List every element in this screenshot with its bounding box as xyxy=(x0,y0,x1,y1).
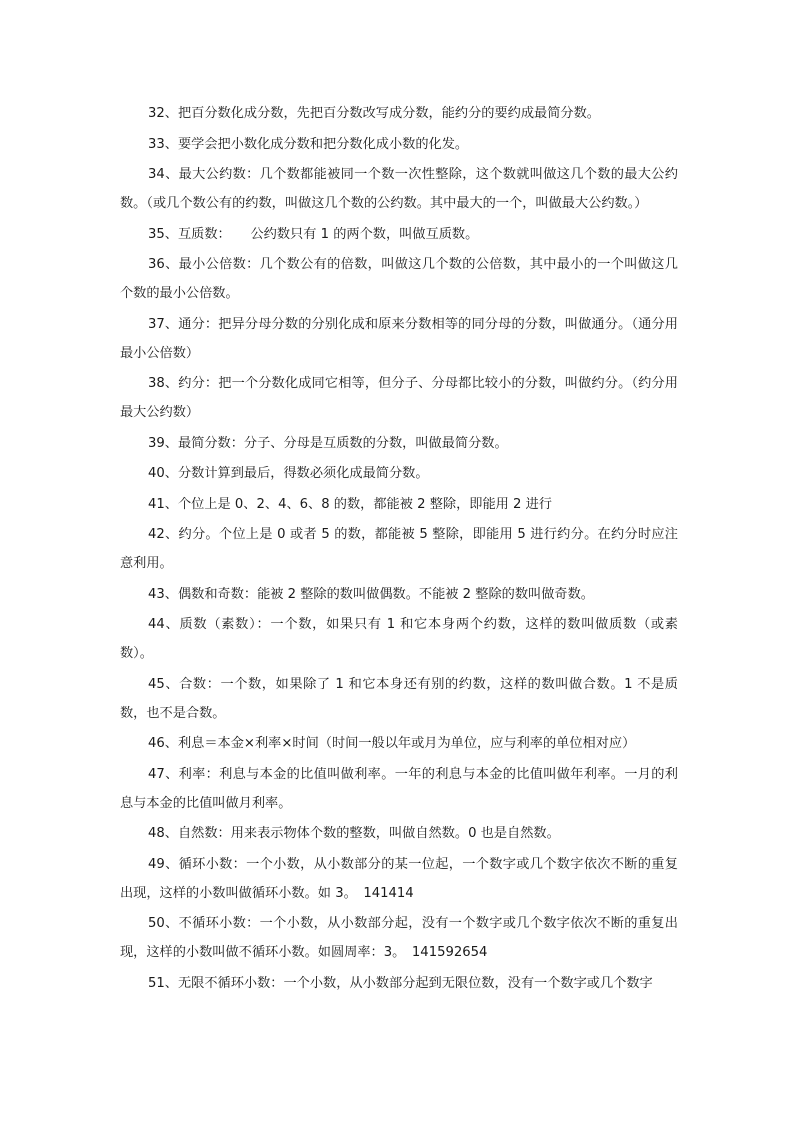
paragraph-35: 35、互质数： 公约数只有 1 的两个数，叫做互质数。 xyxy=(148,226,479,242)
paragraph-45: 45、合数：一个数，如果除了 1 和它本身还有别的约数，这样的数叫做合数。1 不是质数，也不是合数。 xyxy=(120,676,678,721)
paragraph-37: 37、通分：把异分母分数的分别化成和原来分数相等的同分母的分数，叫做通分。（通分用最小公倍数） xyxy=(120,316,678,361)
paragraph-44: 44、质数（素数）：一个数，如果只有 1 和它本身两个约数，这样的数叫做质数（或素数）。 xyxy=(120,617,678,661)
paragraph-48: 48、自然数：用来表示物体个数的整数，叫做自然数。0 也是自然数。 xyxy=(148,826,560,841)
paragraph-50: 50、不循环小数：一个小数，从小数部分起，没有一个数字或几个数字依次不断的重复出现，这样的小数叫做不循环小数。如圆周率：3。 141592654 xyxy=(120,916,678,960)
paragraph-34: 34、最大公约数：几个数都能被同一个数一次性整除，这个数就叫做这几个数的最大公约数。（或几个数公有的约数，叫做这几个数的公约数。其中最大的一个，叫做最大公约数。） xyxy=(120,167,678,211)
paragraph-41: 41、个位上是 0、2、4、6、8 的数，都能被 2 整除，即能用 2 进行 xyxy=(148,496,552,512)
paragraph-33: 33、要学会把小数化成分数和把分数化成小数的化发。 xyxy=(148,136,469,152)
paragraph-51: 51、无限不循环小数：一个小数，从小数部分起到无限位数，没有一个数字或几个数字 xyxy=(148,975,653,991)
document-body xyxy=(120,99,678,999)
paragraph-43: 43、偶数和奇数：能被 2 整除的数叫做偶数。不能被 2 整除的数叫做奇数。 xyxy=(148,586,594,602)
paragraph-40: 40、分数计算到最后，得数必须化成最简分数。 xyxy=(148,466,429,481)
paragraph-42: 42、约分。个位上是 0 或者 5 的数，都能被 5 整除，即能用 5 进行约分。在约分时应注意利用。 xyxy=(120,527,678,571)
paragraph-49: 49、循环小数：一个小数，从小数部分的某一位起，一个数字或几个数字依次不断的重复出现，这样的小数叫做循环小数。如 3。 141414 xyxy=(120,856,678,901)
paragraph-36: 36、最小公倍数：几个数公有的倍数，叫做这几个数的公倍数，其中最小的一个叫做这几个数的最小公倍数。 xyxy=(120,257,678,301)
paragraph-32: 32、把百分数化成分数，先把百分数改写成分数，能约分的要约成最简分数。 xyxy=(148,106,600,121)
paragraph-38: 38、约分：把一个分数化成同它相等，但分子、分母都比较小的分数，叫做约分。（约分用最大公约数） xyxy=(120,376,678,420)
paragraph-47: 47、利率：利息与本金的比值叫做利率。一年的利息与本金的比值叫做年利率。一月的利息与本金的比值叫做月利率。 xyxy=(120,766,678,811)
paragraph-39: 39、最简分数：分子、分母是互质数的分数，叫做最简分数。 xyxy=(148,435,508,451)
paragraph-46: 46、利息＝本金×利率×时间（时间一般以年或月为单位，应与利率的单位相对应） xyxy=(148,736,636,751)
